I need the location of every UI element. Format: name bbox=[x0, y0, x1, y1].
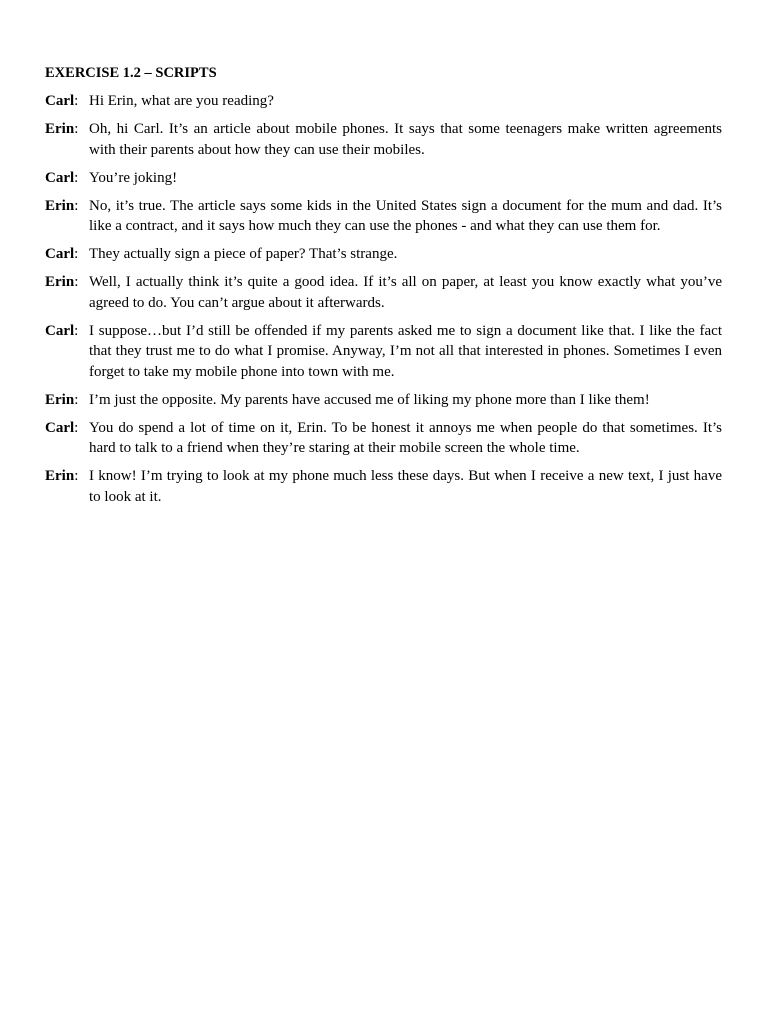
speaker-separator: : bbox=[74, 468, 79, 484]
speaker-label bbox=[45, 196, 89, 217]
speaker-label bbox=[45, 244, 89, 265]
speaker-label bbox=[45, 168, 89, 189]
speaker-name: Carl bbox=[45, 419, 75, 436]
speaker-name: Carl bbox=[45, 169, 75, 186]
speaker-separator: : bbox=[74, 93, 79, 109]
dialogue-text: I know! I’m trying to look at my phone much less these days. But when I receive a new text, I just have to look at it. bbox=[89, 468, 722, 505]
speaker-separator: : bbox=[74, 274, 79, 290]
dialogue-line bbox=[45, 272, 722, 313]
document-page bbox=[45, 63, 722, 515]
dialogue-text: They actually sign a piece of paper? That’s strange. bbox=[89, 246, 398, 262]
dialogue-line bbox=[45, 91, 722, 112]
speaker-label bbox=[45, 466, 89, 487]
speaker-name: Erin bbox=[45, 197, 75, 214]
speaker-separator: : bbox=[74, 169, 79, 186]
speaker-separator: : bbox=[74, 391, 79, 408]
speaker-name: Erin bbox=[45, 121, 75, 137]
speaker-label bbox=[45, 418, 89, 439]
speaker-label bbox=[45, 91, 89, 112]
speaker-separator: : bbox=[74, 121, 79, 137]
dialogue-text: Well, I actually think it’s quite a good idea. If it’s all on paper, at least you know exactly what you’ve agreed to do. You can’t argue about it afterwards. bbox=[89, 274, 722, 311]
dialogue-text: You’re joking! bbox=[89, 169, 178, 186]
speaker-name: Erin bbox=[45, 391, 75, 408]
speaker-separator: : bbox=[74, 322, 79, 339]
speaker-name: Carl bbox=[45, 93, 75, 109]
speaker-label bbox=[45, 272, 89, 293]
page-title: EXERCISE 1.2 – SCRIPTS bbox=[45, 65, 217, 81]
dialogue-text: I’m just the opposite. My parents have accused me of liking my phone more than I like them! bbox=[89, 391, 650, 408]
dialogue-line bbox=[45, 168, 722, 189]
dialogue-text: I suppose…but I’d still be offended if my parents asked me to sign a document like that. I like the fact that they trust me to do what I promise. Anyway, I’m not all that interested in phones. Sometimes I even forget to take my mobile phone into town with me. bbox=[89, 322, 722, 380]
speaker-label bbox=[45, 119, 89, 140]
dialogue-text: You do spend a lot of time on it, Erin. To be honest it annoys me when people do that sometimes. It’s hard to talk to a friend when they’re staring at their mobile screen the whole time. bbox=[89, 419, 722, 456]
speaker-separator: : bbox=[74, 419, 79, 436]
dialogue-text: Hi Erin, what are you reading? bbox=[89, 93, 274, 109]
speaker-label bbox=[45, 321, 89, 342]
dialogue-line bbox=[45, 119, 722, 160]
dialogue-text: No, it’s true. The article says some kids in the United States sign a document for the mum and dad. It’s like a contract, and it says how much they can use the phones - and what they can use them for. bbox=[89, 197, 722, 234]
speaker-label bbox=[45, 390, 89, 411]
dialogue-line bbox=[45, 466, 722, 507]
dialogue-text: Oh, hi Carl. It’s an article about mobile phones. It says that some teenagers make written agreements with their parents about how they can use their mobiles. bbox=[89, 121, 722, 158]
dialogue-line bbox=[45, 418, 722, 459]
speaker-name: Erin bbox=[45, 468, 75, 484]
dialogue-line bbox=[45, 244, 722, 265]
dialogue-line bbox=[45, 321, 722, 383]
speaker-name: Carl bbox=[45, 322, 75, 339]
speaker-name: Erin bbox=[45, 274, 75, 290]
dialogue-line bbox=[45, 390, 722, 411]
speaker-separator: : bbox=[74, 197, 79, 214]
dialogue-line bbox=[45, 196, 722, 237]
speaker-separator: : bbox=[74, 246, 79, 262]
speaker-name: Carl bbox=[45, 246, 75, 262]
dialogue-script bbox=[45, 91, 722, 507]
